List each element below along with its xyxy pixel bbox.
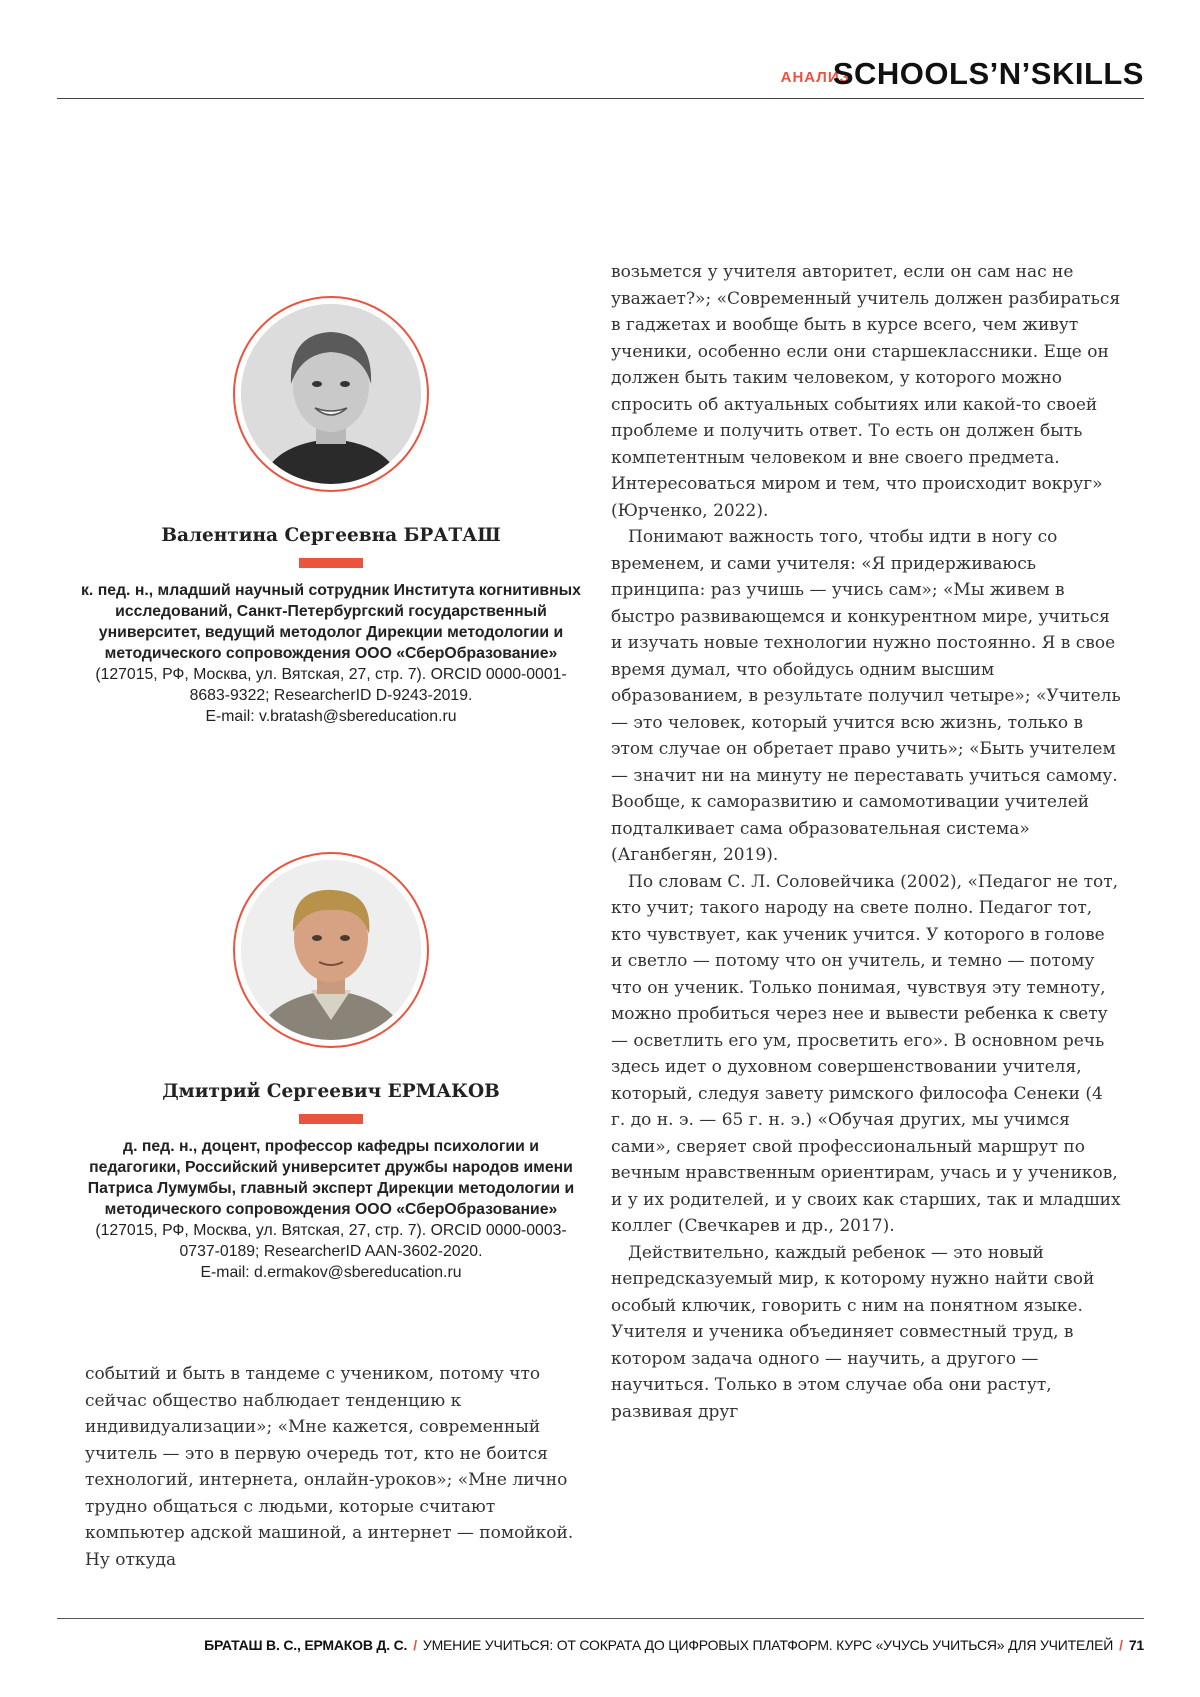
accent-bar: [299, 558, 363, 568]
author-email: E-mail: d.ermakov@sbereducation.ru: [80, 1262, 582, 1283]
journal-logo: SCHOOLS’N’SKILLS: [833, 56, 1144, 92]
author-address: (127015, РФ, Москва, ул. Вятская, 27, стр. 7). ORCID 0000-0003-0737-0189; ResearcherID AAN-3602-2020.: [80, 1220, 582, 1262]
running-footer: [204, 1637, 1144, 1653]
page-header: [57, 50, 1144, 99]
author-photo-frame: [233, 296, 429, 492]
footer-separator: /: [413, 1637, 417, 1653]
body-text-left-column: [85, 1361, 585, 1573]
author-photo-frame: [233, 852, 429, 1048]
paragraph: возьмется у учителя авторитет, если он сам нас не уважает?»; «Современный учитель должен разбираться в гаджетах и вообще быть в курсе всего, чем живут ученики, особенно если они старшеклассники. Еще он должен быть таким человеком, у которого можно спросить об актуальных событиях или какой-то своей проблеме и получить ответ. То есть он должен быть компетентным человеком и вне своего предмета. Интересоваться миром и тем, что происходит вокруг» (Юрченко, 2022).: [611, 259, 1121, 524]
page-footer: [57, 1618, 1144, 1669]
footer-separator: /: [1119, 1637, 1123, 1653]
footer-authors: БРАТАШ В. С., ЕРМАКОВ Д. С.: [204, 1637, 407, 1653]
author-affiliation: к. пед. н., младший научный сотрудник Института когнитивных исследований, Санкт-Петербургский государственный университет, ведущий методолог Дирекции методологии и методического сопровождения ООО «СберОбразование»: [80, 580, 582, 664]
author-address: (127015, РФ, Москва, ул. Вятская, 27, стр. 7). ORCID 0000-0001-8683-9322; ResearcherID D-9243-2019.: [80, 664, 582, 706]
section-label: АНАЛИЗ: [781, 69, 850, 86]
accent-bar: [299, 1114, 363, 1124]
author-card-2: [80, 852, 582, 1283]
page-number: 71: [1129, 1637, 1144, 1653]
footer-article-title: УМЕНИЕ УЧИТЬСЯ: ОТ СОКРАТА ДО ЦИФРОВЫХ ПЛАТФОРМ. КУРС «УЧУСЬ УЧИТЬСЯ» ДЛЯ УЧИТЕЛЕЙ: [423, 1637, 1113, 1653]
paragraph: Действительно, каждый ребенок — это новый непредсказуемый мир, к которому нужно найти свой особый ключик, говорить с ним на понятном языке. Учителя и ученика объединяет совместный труд, в котором задача одного — научить, а другого — научиться. Только в этом случае оба они растут, развивая друг: [611, 1240, 1121, 1426]
author-email: E-mail: v.bratash@sbereducation.ru: [80, 706, 582, 727]
author-name: Валентина Сергеевна БРАТАШ: [80, 524, 582, 548]
author-affiliation: д. пед. н., доцент, профессор кафедры психологии и педагогики, Российский университет дружбы народов имени Патриса Лумумбы, главный эксперт Дирекции методологии и методического сопровождения ООО «СберОбразование»: [80, 1136, 582, 1220]
author-card-1: [80, 296, 582, 727]
body-text-right-column: [611, 259, 1121, 1425]
paragraph: Понимают важность того, чтобы идти в ногу со временем, и сами учителя: «Я придерживаюсь принципа: раз учишь — учись сам»; «Мы живем в быстро развивающемся и конкурентном мире, учиться и изучать новые технологии нужно постоянно. Я в свое время думал, что обойдусь одним высшим образованием, в результате получил четыре»; «Учитель — это человек, который учится всю жизнь, только в этом случае он обретает право учить»; «Быть учителем — значит ни на минуту не переставать учиться самому. Вообще, к саморазвитию и самомотивации учителей подталкивает сама образовательная система» (Аганбегян, 2019).: [611, 524, 1121, 869]
author-photo: [241, 304, 421, 484]
author-name: Дмитрий Сергеевич ЕРМАКОВ: [80, 1080, 582, 1104]
paragraph: событий и быть в тандеме с учеником, потому что сейчас общество наблюдает тенденцию к индивидуализации»; «Мне кажется, современный учитель — это в первую очередь тот, кто не боится технологий, интернета, онлайн-уроков»; «Мне лично трудно общаться с людьми, которые считают компьютер адской машиной, а интернет — помойкой. Ну откуда: [85, 1361, 585, 1573]
author-photo: [241, 860, 421, 1040]
paragraph: По словам С. Л. Соловейчика (2002), «Педагог не тот, кто учит; такого народу на свете полно. Педагог тот, кто чувствует, как ученик учится. У которого в голове и светло — потому что он учитель, и темно — потому что он ученик. Только понимая, чувствуя эту темноту, можно пробиться через нее и вывести ребенка к свету — осветлить его ум, просветить его». В основном речь здесь идет о духовном совершенствовании учителя, который, следуя завету римского философа Сенеки (4 г. до н. э. — 65 г. н. э.) «Обучая других, мы учимся сами», сверяет свой профессиональный маршрут по вечным нравственным ориентирам, учась и у учеников, и у их родителей, и у своих как старших, так и младших коллег (Свечкарев и др., 2017).: [611, 869, 1121, 1240]
